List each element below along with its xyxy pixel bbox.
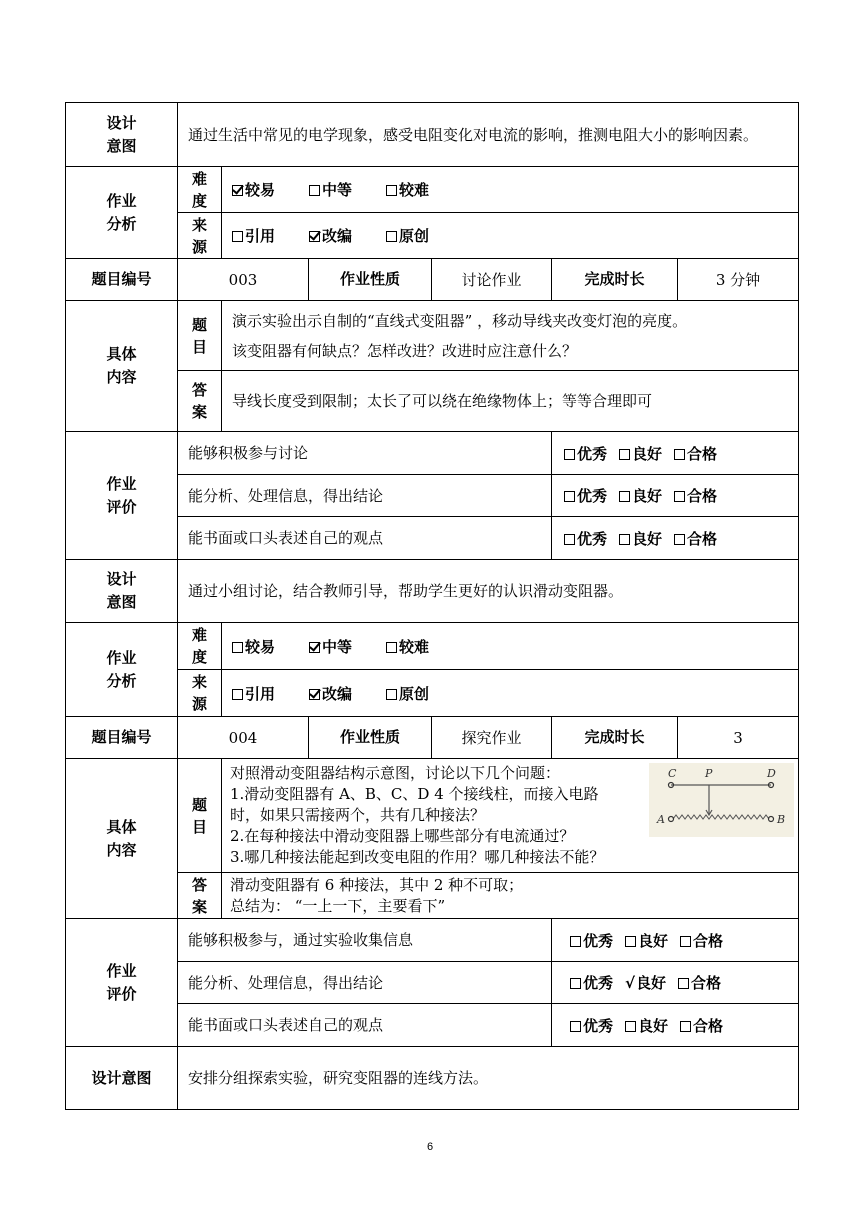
difficulty-option-label: 中等	[322, 637, 353, 656]
design-intent-text: 安排分组探索实验，研究变阻器的连线方法。	[178, 1047, 799, 1110]
rating-option[interactable]	[674, 528, 717, 549]
question-text	[222, 301, 799, 371]
slider-p-label: P	[705, 767, 713, 780]
rating-option[interactable]	[625, 930, 668, 951]
rating-options	[552, 962, 799, 1004]
rating-option[interactable]	[674, 485, 717, 506]
answer-line: 滑动变阻器有 6 种接法，其中 2 种不可取；	[230, 875, 524, 894]
rheostat-diagram	[649, 763, 794, 837]
rating-option-label: 合格	[693, 1016, 724, 1035]
question-line: 1.滑动变阻器有 A、B、C、D 4 个接线柱，而接入电路	[230, 785, 599, 803]
completion-time-value: 3	[678, 717, 799, 759]
question-id-value: 004	[178, 717, 309, 759]
difficulty-option-label: 中等	[322, 181, 353, 199]
design-intent-label: 设计意图	[66, 1047, 178, 1110]
question-label: 题 目	[178, 301, 222, 371]
checkbox-icon[interactable]	[232, 231, 243, 242]
rating-option-label: 良好	[632, 444, 663, 463]
checked-checkbox-icon[interactable]	[309, 642, 320, 653]
difficulty-options	[222, 167, 799, 213]
rating-option[interactable]	[570, 1015, 613, 1036]
difficulty-option-label: 较难	[399, 637, 430, 656]
rating-option[interactable]	[619, 485, 662, 506]
checkbox-icon[interactable]	[680, 1021, 691, 1032]
rating-option[interactable]	[570, 930, 613, 951]
content-label: 具体 内容	[66, 759, 178, 919]
content-label: 具体 内容	[66, 301, 178, 432]
checkbox-icon[interactable]	[674, 534, 685, 545]
difficulty-option[interactable]	[309, 636, 352, 657]
source-options	[222, 670, 799, 717]
question-line: 2.在每种接法中滑动变阻器上哪些部分有电流通过？	[230, 827, 575, 845]
checked-checkbox-icon[interactable]	[232, 185, 243, 196]
source-option-label: 改编	[322, 684, 353, 703]
homework-evaluation-label: 作业 评价	[66, 432, 178, 560]
question-id-label: 题目编号	[66, 259, 178, 301]
checked-checkbox-icon[interactable]	[309, 231, 320, 242]
homework-nature-label: 作业性质	[309, 717, 432, 759]
rating-option[interactable]	[619, 528, 662, 549]
rating-option-label: 优秀	[583, 974, 614, 992]
evaluation-item: 能够积极参与，通过实验收集信息	[178, 919, 552, 962]
rating-option-label: 优秀	[577, 529, 608, 548]
checkbox-icon[interactable]	[570, 936, 581, 947]
homework-nature-label: 作业性质	[309, 259, 432, 301]
checkbox-icon[interactable]	[674, 449, 685, 460]
rating-option-label: 优秀	[583, 1016, 614, 1035]
difficulty-option[interactable]	[309, 179, 352, 200]
checkbox-icon[interactable]	[619, 534, 630, 545]
source-option[interactable]	[309, 225, 352, 246]
difficulty-option-label: 较易	[245, 637, 276, 656]
answer-text: 导线长度受到限制；太长了可以绕在绝缘物体上；等等合理即可	[222, 371, 799, 432]
answer-label: 答 案	[178, 371, 222, 432]
question-line: 演示实验出示自制的“直线式变阻器” ，移动导线夹改变灯泡的亮度。	[232, 311, 688, 330]
rating-option-label: 优秀	[577, 487, 608, 505]
rheostat-diagram-svg	[649, 763, 794, 837]
checkbox-icon[interactable]	[619, 449, 630, 460]
checkbox-icon[interactable]	[232, 642, 243, 653]
difficulty-option[interactable]	[386, 179, 429, 200]
checked-checkbox-icon[interactable]	[309, 689, 320, 700]
design-intent-label: 设计 意图	[66, 560, 178, 623]
difficulty-option[interactable]	[386, 636, 429, 657]
rating-option[interactable]	[564, 443, 607, 464]
evaluation-item: 能分析、处理信息，得出结论	[178, 962, 552, 1004]
rating-option[interactable]	[625, 1015, 668, 1036]
rating-option-label: 良好	[632, 529, 663, 548]
completion-time-value: 3 分钟	[678, 259, 799, 301]
design-intent-label: 设计 意图	[66, 103, 178, 167]
source-option-label: 引用	[245, 227, 276, 245]
source-options	[222, 213, 799, 259]
source-label: 来 源	[178, 670, 222, 717]
evaluation-item: 能书面或口头表述自己的观点	[178, 517, 552, 560]
homework-design-table	[65, 102, 799, 1110]
checkbox-icon[interactable]	[386, 185, 397, 196]
completion-time-label: 完成时长	[552, 717, 678, 759]
rating-options	[552, 432, 799, 475]
source-option[interactable]	[309, 683, 352, 704]
checkbox-icon[interactable]	[309, 185, 320, 196]
page-number: 6	[426, 1141, 434, 1153]
rating-option-label: 合格	[687, 529, 718, 548]
terminal-d-label: D	[767, 767, 776, 780]
rating-option[interactable]	[680, 930, 723, 951]
rating-option-label: 良好	[638, 931, 669, 950]
rating-option[interactable]	[674, 443, 717, 464]
checkbox-icon[interactable]	[619, 491, 630, 502]
difficulty-label: 难 度	[178, 623, 222, 670]
source-option-label: 原创	[399, 684, 430, 703]
question-text	[222, 759, 799, 873]
rating-option-label: 优秀	[583, 931, 614, 950]
checkbox-icon[interactable]	[564, 534, 575, 545]
difficulty-option-label: 较难	[399, 181, 430, 199]
homework-nature-value: 讨论作业	[432, 259, 552, 301]
evaluation-item: 能分析、处理信息，得出结论	[178, 475, 552, 517]
terminal-b-label: B	[777, 813, 786, 826]
rating-option-label: 合格	[693, 931, 724, 950]
checkbox-icon[interactable]	[680, 936, 691, 947]
answer-label: 答 案	[178, 873, 222, 919]
rating-option[interactable]	[680, 1015, 723, 1036]
homework-analysis-label: 作业 分析	[66, 623, 178, 717]
rating-option-label: 合格	[687, 487, 718, 505]
rating-options	[552, 1004, 799, 1047]
checkbox-icon[interactable]	[386, 689, 397, 700]
difficulty-option[interactable]	[232, 179, 275, 200]
source-option[interactable]	[386, 683, 429, 704]
question-line: 时，如果只需接两个，共有几种接法？	[230, 806, 486, 824]
checkbox-icon[interactable]	[564, 449, 575, 460]
checkbox-icon[interactable]	[625, 936, 636, 947]
rating-options	[552, 475, 799, 517]
rating-option[interactable]	[570, 972, 613, 993]
rating-option-label: 良好	[632, 487, 663, 505]
rating-options	[552, 919, 799, 962]
difficulty-label: 难 度	[178, 167, 222, 213]
rating-option-label: 良好	[636, 974, 667, 992]
rating-option[interactable]	[564, 485, 607, 506]
source-option[interactable]	[232, 225, 275, 246]
rating-option-label: 良好	[638, 1016, 669, 1035]
homework-evaluation-label: 作业 评价	[66, 919, 178, 1047]
evaluation-item: 能够积极参与讨论	[178, 432, 552, 475]
completion-time-label: 完成时长	[552, 259, 678, 301]
checkbox-icon[interactable]	[570, 1021, 581, 1032]
difficulty-option[interactable]	[232, 636, 275, 657]
rating-option-label: 优秀	[577, 444, 608, 463]
difficulty-option-label: 较易	[245, 181, 276, 199]
answer-line: 总结为： “一上一下，主要看下”	[230, 896, 446, 915]
question-id-value: 003	[178, 259, 309, 301]
difficulty-options	[222, 623, 799, 670]
source-option-label: 引用	[245, 684, 276, 703]
question-label: 题 目	[178, 759, 222, 873]
source-option[interactable]	[232, 683, 275, 704]
rating-option-label: 合格	[687, 444, 718, 463]
checkbox-icon[interactable]	[625, 1021, 636, 1032]
source-option-label: 改编	[322, 227, 353, 245]
rating-option[interactable]	[678, 972, 721, 993]
rating-option[interactable]	[625, 972, 666, 993]
source-label: 来 源	[178, 213, 222, 259]
rating-option[interactable]	[564, 528, 607, 549]
question-line: 该变阻器有何缺点？怎样改进？改进时应注意什么？	[232, 341, 578, 360]
rating-options	[552, 517, 799, 560]
evaluation-item: 能书面或口头表述自己的观点	[178, 1004, 552, 1047]
checkbox-icon[interactable]	[564, 491, 575, 502]
homework-analysis-label: 作业 分析	[66, 167, 178, 259]
question-line: 对照滑动变阻器结构示意图，讨论以下几个问题：	[230, 764, 561, 782]
checkbox-icon[interactable]	[386, 642, 397, 653]
question-id-label: 题目编号	[66, 717, 178, 759]
design-intent-text: 通过小组讨论，结合教师引导，帮助学生更好的认识滑动变阻器。	[178, 560, 799, 623]
terminal-a-label: A	[657, 813, 666, 826]
design-intent-text: 通过生活中常见的电学现象，感受电阻变化对电流的影响，推测电阻大小的影响因素。	[178, 103, 799, 167]
answer-text	[222, 873, 799, 919]
terminal-c-label: C	[668, 767, 677, 780]
rating-option[interactable]	[619, 443, 662, 464]
checkmark-icon[interactable]: √	[625, 974, 636, 992]
checkbox-icon[interactable]	[232, 689, 243, 700]
homework-nature-value: 探究作业	[432, 717, 552, 759]
source-option-label: 原创	[399, 227, 430, 245]
checkbox-icon[interactable]	[674, 491, 685, 502]
checkbox-icon[interactable]	[570, 978, 581, 989]
checkbox-icon[interactable]	[386, 231, 397, 242]
checkbox-icon[interactable]	[678, 978, 689, 989]
question-line: 3.哪几种接法能起到改变电阻的作用？哪几种接法不能？	[230, 848, 605, 866]
source-option[interactable]	[386, 225, 429, 246]
rating-option-label: 合格	[691, 974, 722, 992]
